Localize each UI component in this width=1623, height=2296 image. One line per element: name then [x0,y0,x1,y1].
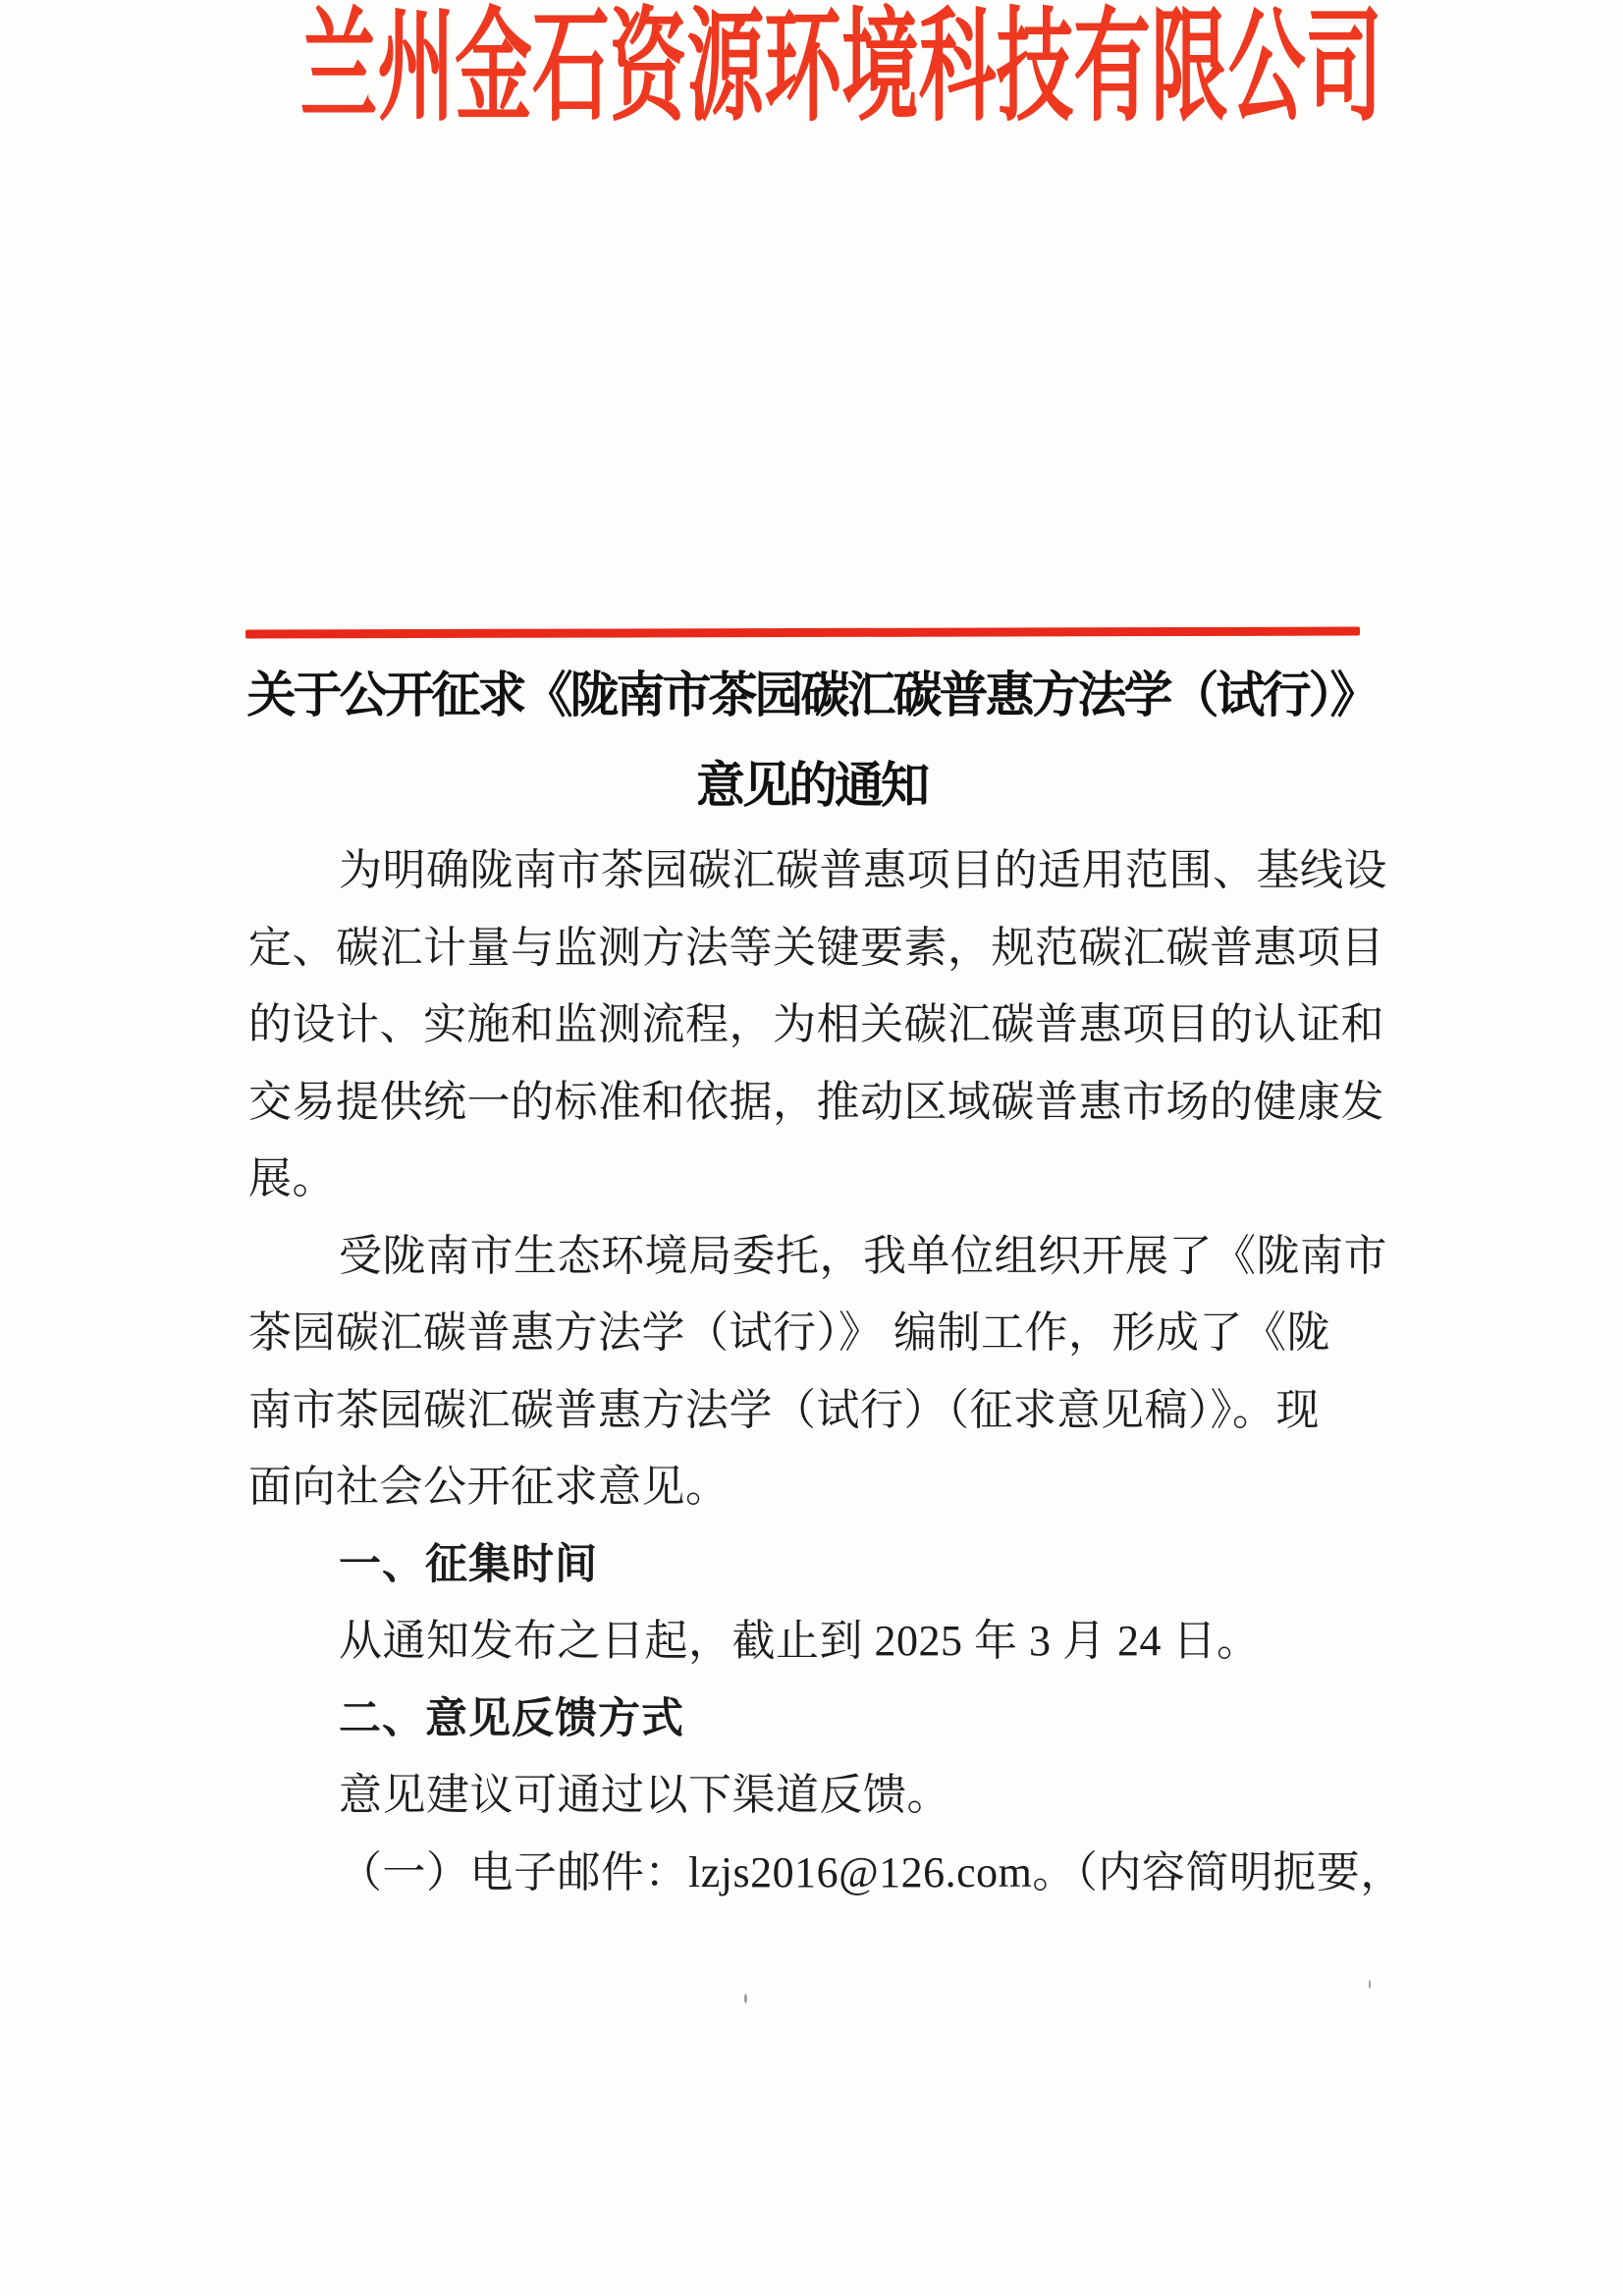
company-letterhead: 兰州金石资源环境科技有限公司 [299,1,1383,136]
body-line: 交易提供统一的标准和依据，推动区域碳普惠市场的健康发 [248,1077,1384,1126]
scan-speck [744,1994,747,2003]
document-title-line1: 关于公开征求《陇南市茶园碳汇碳普惠方法学（试行）》 [246,667,1377,722]
body-line: （一）电子邮件：lzjs2016@126.com。（内容简明扼要， [339,1847,1404,1896]
body-line: 意见建议可通过以下渠道反馈。 [339,1771,950,1819]
body-line: 从通知发布之日起，截止到 2025 年 3 月 24 日。 [339,1617,1261,1665]
body-line: 面向社会公开征求意见。 [248,1463,730,1511]
document-title [0,650,1623,830]
body-line: 受陇南市生态环境局委托，我单位组织开展了《陇南市 [339,1231,1387,1280]
letterhead-divider-line [245,627,1360,639]
section-heading: 一、征集时间 [339,1540,598,1588]
body-line: 为明确陇南市茶园碳汇碳普惠项目的适用范围、基线设 [339,846,1387,894]
section-heading: 二、意见反馈方式 [339,1694,684,1742]
body-line: 的设计、实施和监测流程，为相关碳汇碳普惠项目的认证和 [248,1000,1384,1048]
body-line: 南市茶园碳汇碳普惠方法学（试行）（征求意见稿）》。现 [248,1385,1320,1434]
body-line: 定、碳汇计量与监测方法等关键要素，规范碳汇碳普惠项目 [248,923,1384,972]
body-line: 茶园碳汇碳普惠方法学（试行）》 编制工作，形成了《陇 [248,1308,1330,1357]
document-body [248,832,1404,1911]
document-title-line2: 意见的通知 [696,758,927,813]
scan-speck [1369,1980,1371,1989]
body-line: 展。 [248,1154,336,1202]
